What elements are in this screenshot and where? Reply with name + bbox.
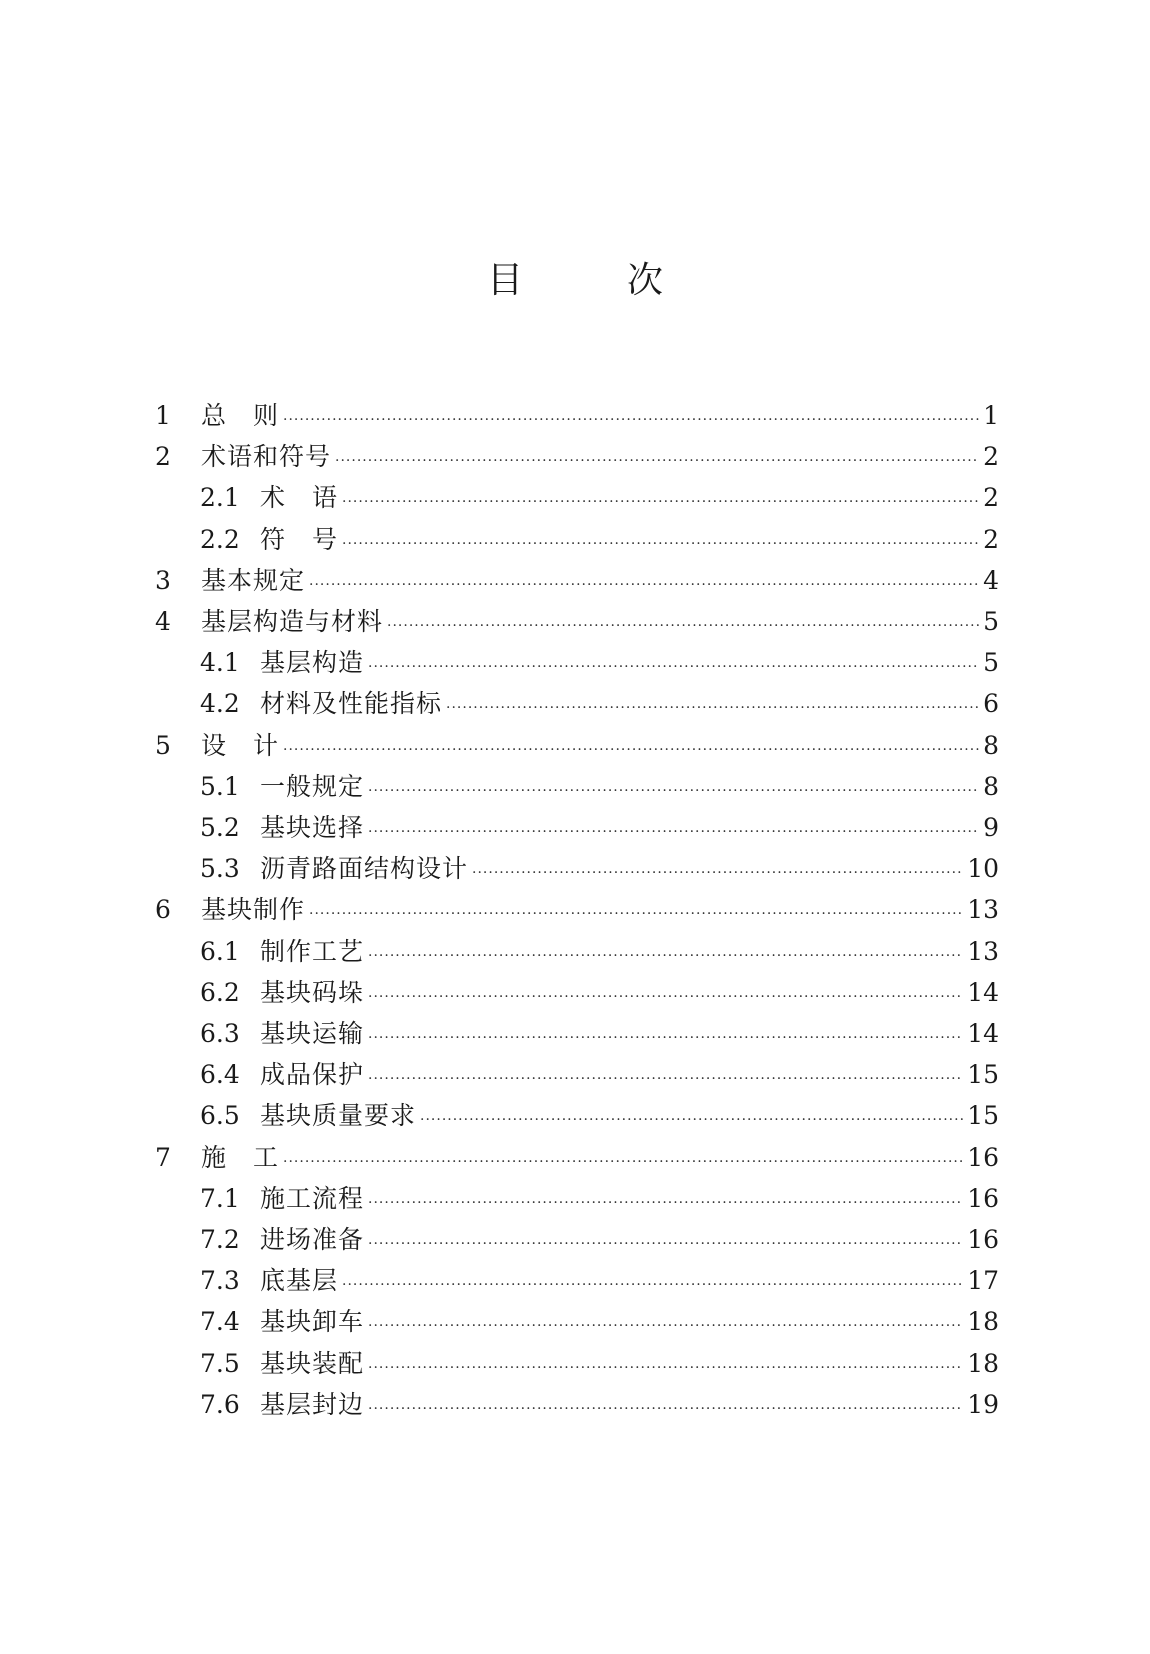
toc-entry-label: 总 则: [201, 401, 280, 430]
toc-entry-label: 底基层: [260, 1266, 339, 1296]
toc-entry-label: 制作工艺: [260, 936, 365, 966]
toc-entry-number: 5.1: [200, 771, 240, 801]
toc-entry[interactable]: [200, 518, 999, 562]
toc-entry-page: 16: [967, 1183, 999, 1213]
toc-entry[interactable]: [200, 1053, 999, 1097]
toc-entry-page: 13: [967, 895, 999, 925]
toc-entry-number: 1: [155, 401, 171, 430]
toc-entry-label: 术语和符号: [201, 442, 332, 472]
toc-entry-page: 10: [967, 854, 999, 884]
toc-entry[interactable]: [155, 1136, 999, 1180]
toc-entry-number: 5.2: [200, 813, 240, 842]
toc-entry-page: 14: [967, 1019, 999, 1048]
toc-entry-label: 成品保护: [260, 1060, 365, 1090]
toc-entry-label: 基块质量要求: [260, 1101, 417, 1131]
toc-entry[interactable]: [200, 971, 999, 1015]
toc-entry-label: 基层构造与材料: [201, 607, 384, 636]
toc-entry-label: 基块运输: [260, 1019, 365, 1048]
toc-entry-number: 7: [155, 1142, 171, 1172]
toc-entry-label: 基块选择: [260, 813, 365, 842]
toc-entry-label: 设 计: [201, 730, 280, 760]
toc-entry[interactable]: [200, 847, 999, 891]
toc-entry-page: 17: [967, 1266, 999, 1296]
toc-entry-label: 基块制作: [201, 895, 306, 925]
toc-entry-label: 基块卸车: [260, 1307, 365, 1337]
toc-entry-number: 2: [155, 442, 171, 472]
toc-entry-number: 5: [155, 730, 171, 760]
toc-entry[interactable]: [200, 1259, 999, 1303]
toc-entry-label: 一般规定: [260, 771, 365, 801]
toc-entry[interactable]: [200, 1094, 999, 1138]
toc-entry-page: 2: [983, 442, 999, 472]
toc-entry-number: 6.4: [200, 1060, 240, 1090]
toc-entry-page: 16: [967, 1142, 999, 1172]
toc-entry-number: 7.1: [200, 1183, 240, 1213]
toc-entry-number: 7.3: [200, 1266, 240, 1296]
toc-entry[interactable]: [200, 641, 999, 685]
toc-entry-page: 14: [967, 977, 999, 1007]
toc-entry[interactable]: [200, 682, 999, 726]
toc-entry-page: 8: [983, 730, 999, 760]
toc-entry-page: 15: [967, 1101, 999, 1131]
toc-entry[interactable]: [200, 1177, 999, 1221]
toc-entry[interactable]: [200, 806, 999, 850]
toc-entry-number: 2.1: [200, 483, 240, 513]
toc-entry[interactable]: [200, 930, 999, 974]
toc-entry-number: 6: [155, 895, 171, 925]
toc-entry-page: 19: [967, 1389, 999, 1419]
toc-entry-label: 基层封边: [260, 1389, 365, 1419]
toc-entry-number: 6.2: [200, 977, 240, 1007]
toc-entry-page: 18: [967, 1307, 999, 1337]
toc-entry[interactable]: [155, 724, 999, 768]
toc-entry[interactable]: [155, 394, 999, 438]
toc-entry-page: 15: [967, 1060, 999, 1090]
toc-entry-label: 术 语: [260, 483, 339, 513]
toc-entry[interactable]: [200, 1342, 999, 1386]
toc-entry-page: 5: [983, 607, 999, 636]
toc-entry-page: 4: [983, 565, 999, 595]
toc-entry-number: 6.1: [200, 936, 240, 966]
toc-entry[interactable]: [200, 1300, 999, 1344]
toc-entry[interactable]: [200, 476, 999, 520]
toc-entry-label: 材料及性能指标: [260, 689, 443, 719]
toc-entry-number: 7.2: [200, 1225, 240, 1254]
toc-entry-page: 1: [983, 401, 999, 430]
toc-entry-number: 4.2: [200, 689, 240, 719]
toc-entry-page: 9: [983, 813, 999, 842]
toc-entry[interactable]: [155, 888, 999, 932]
toc-entry-number: 4: [155, 607, 171, 636]
toc-entry[interactable]: [200, 765, 999, 809]
toc-entry[interactable]: [200, 1012, 999, 1056]
toc-entry[interactable]: [200, 1218, 999, 1262]
toc-entry[interactable]: [155, 559, 999, 603]
toc-entry-number: 4.1: [200, 648, 240, 678]
toc-entry-page: 8: [983, 771, 999, 801]
toc-entry-number: 7.4: [200, 1307, 240, 1337]
toc-entry[interactable]: [155, 435, 999, 479]
toc-entry[interactable]: [200, 1383, 999, 1427]
toc-entry-number: 3: [155, 565, 171, 595]
toc-entry-page: 18: [967, 1348, 999, 1378]
toc-entry-label: 基块装配: [260, 1348, 365, 1378]
toc-entry-label: 沥青路面结构设计: [260, 854, 469, 884]
toc-entry-number: 5.3: [200, 854, 240, 884]
toc-entry-page: 2: [983, 483, 999, 513]
toc-entry-label: 基块码垛: [260, 977, 365, 1007]
toc-entry-page: 16: [967, 1225, 999, 1254]
toc-entry-label: 施 工: [201, 1142, 280, 1172]
toc-entry-number: 7.6: [200, 1389, 240, 1419]
toc-entry-number: 2.2: [200, 524, 240, 554]
toc-entry-label: 施工流程: [260, 1183, 365, 1213]
toc-entry-number: 6.5: [200, 1101, 240, 1131]
toc-dot-leader: [368, 1387, 963, 1431]
toc-entry-label: 进场准备: [260, 1225, 365, 1254]
toc-entry-page: 6: [983, 689, 999, 719]
toc-entry-number: 7.5: [200, 1348, 240, 1378]
toc-entry-label: 基层构造: [260, 648, 365, 678]
toc-entry-page: 13: [967, 936, 999, 966]
toc-entry-label: 基本规定: [201, 565, 306, 595]
toc-entry-number: 6.3: [200, 1019, 240, 1048]
page-title: 目 次: [486, 260, 697, 301]
toc-entry-label: 符 号: [260, 524, 339, 554]
toc-entry[interactable]: [155, 600, 999, 644]
toc-entry-page: 2: [983, 524, 999, 554]
toc-entry-page: 5: [983, 648, 999, 678]
